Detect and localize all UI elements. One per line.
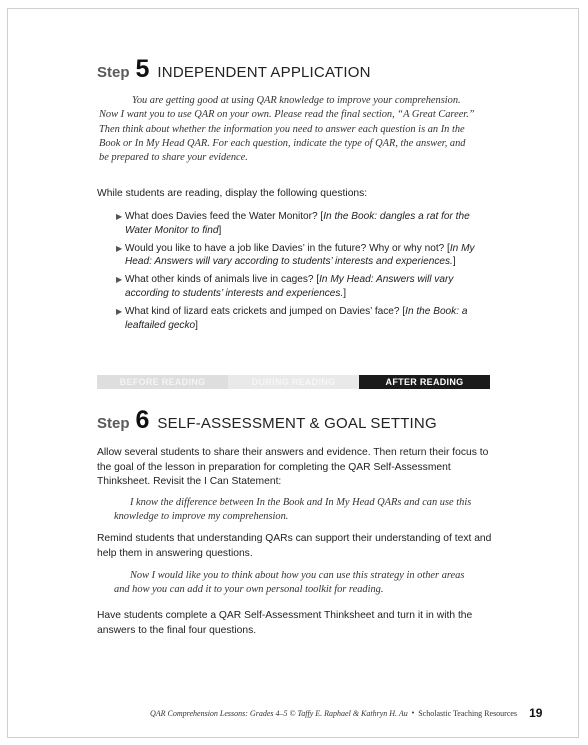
step-5-teacher-script: You are getting good at using QAR knowledge to improve your comprehension. Now I want you to use QAR on your own. Please read the final section, “A Great Career.” Then think about whether the information you need to answer each question is an In the Book or In My Head QAR. For each question, indicate the type of QAR, the answer, and be prepared to share your evidence.	[99, 95, 475, 164]
step-6-para-2-block	[97, 532, 497, 561]
reading-phase-bar	[97, 375, 490, 389]
phase-before-reading: BEFORE READING	[97, 375, 228, 389]
question-close: ]	[218, 224, 222, 236]
question-text: What other kinds of animals live in cages? [	[125, 274, 320, 286]
question-answer: In My Head: Answers will vary according to students’ interests and experiences.	[125, 274, 454, 299]
footer-publisher: Scholastic Teaching Resources	[418, 708, 518, 718]
question-item	[97, 305, 487, 333]
phase-during-reading: DURING READING	[228, 375, 359, 389]
step-6-paragraph-2: Remind students that understanding QARs can support their understanding of text and help them in answering questions.	[97, 533, 492, 559]
question-list	[97, 210, 487, 332]
step-5-intro-block	[97, 187, 497, 202]
question-answer: In My Head: Answers will vary according to students’ interests and experiences.	[125, 242, 475, 268]
question-item	[97, 210, 487, 238]
question-close: ]	[195, 319, 198, 331]
bullet-arrow-icon: ▶	[116, 243, 123, 253]
step-6-script-1-block	[97, 496, 477, 525]
question-close: ]	[452, 256, 456, 268]
step-6-label: Step	[97, 415, 130, 432]
step-6-paragraph-1: Allow several students to share their answers and evidence. Then return their focus to the goal of the lesson in preparation for completing the QAR Self-Assessment Thinksheet. Revisit the I Can Statement:	[97, 447, 489, 488]
phase-after-reading: AFTER READING	[359, 375, 490, 389]
step-5-number: 5	[135, 55, 150, 83]
bullet-arrow-icon: ▶	[116, 275, 123, 285]
step-5-script-block	[97, 94, 477, 165]
page-number: 19	[529, 706, 543, 720]
step-6-heading	[97, 408, 497, 433]
bullet-arrow-icon: ▶	[116, 212, 123, 221]
step-6-section	[97, 408, 497, 433]
footer-bullet: •	[411, 709, 415, 717]
footer-credit: QAR Comprehension Lessons: Grades 4–5 © Taffy E. Raphael & Kathryn H. Au	[150, 708, 408, 718]
step-6-para-3-block	[97, 609, 497, 638]
step-6-paragraph-3: Have students complete a QAR Self-Assessment Thinksheet and turn it in with the answers to the final four questions.	[97, 610, 473, 636]
question-item	[97, 242, 487, 270]
question-item	[97, 273, 487, 301]
question-text: Would you like to have a job like Davies’ in the future? Why or why not? [	[125, 242, 450, 254]
question-answer: In the Book: dangles a rat for the Water Monitor to find	[125, 211, 470, 236]
step-5-title: INDEPENDENT APPLICATION	[157, 64, 371, 81]
step-6-para-1-block	[97, 446, 497, 490]
question-list-block	[97, 210, 487, 336]
bullet-arrow-icon: ▶	[116, 306, 123, 316]
step-5-heading	[97, 57, 497, 82]
question-text: What does Davies feed the Water Monitor? [	[125, 211, 324, 222]
step-6-teacher-script: Now I would like you to think about how you can use this strategy in other areas and how you can add it to your own personal toolkit for reading.	[114, 570, 465, 596]
step-5-label: Step	[97, 64, 130, 81]
step-6-number: 6	[135, 406, 150, 434]
step-6-title: SELF-ASSESSMENT & GOAL SETTING	[157, 415, 437, 432]
question-text: What kind of lizard eats crickets and jumped on Davies’ face? [	[125, 305, 406, 317]
question-close: ]	[343, 287, 347, 299]
step-5-section	[97, 57, 497, 82]
step-6-script-2-block	[97, 569, 477, 598]
i-can-statement: I know the difference between In the Book and In My Head QARs and can use this knowledge to improve my comprehension.	[114, 497, 472, 523]
step-5-intro: While students are reading, display the following questions:	[97, 188, 368, 199]
page-footer	[150, 706, 550, 720]
question-answer: In the Book: a leaftailed gecko	[125, 305, 468, 331]
